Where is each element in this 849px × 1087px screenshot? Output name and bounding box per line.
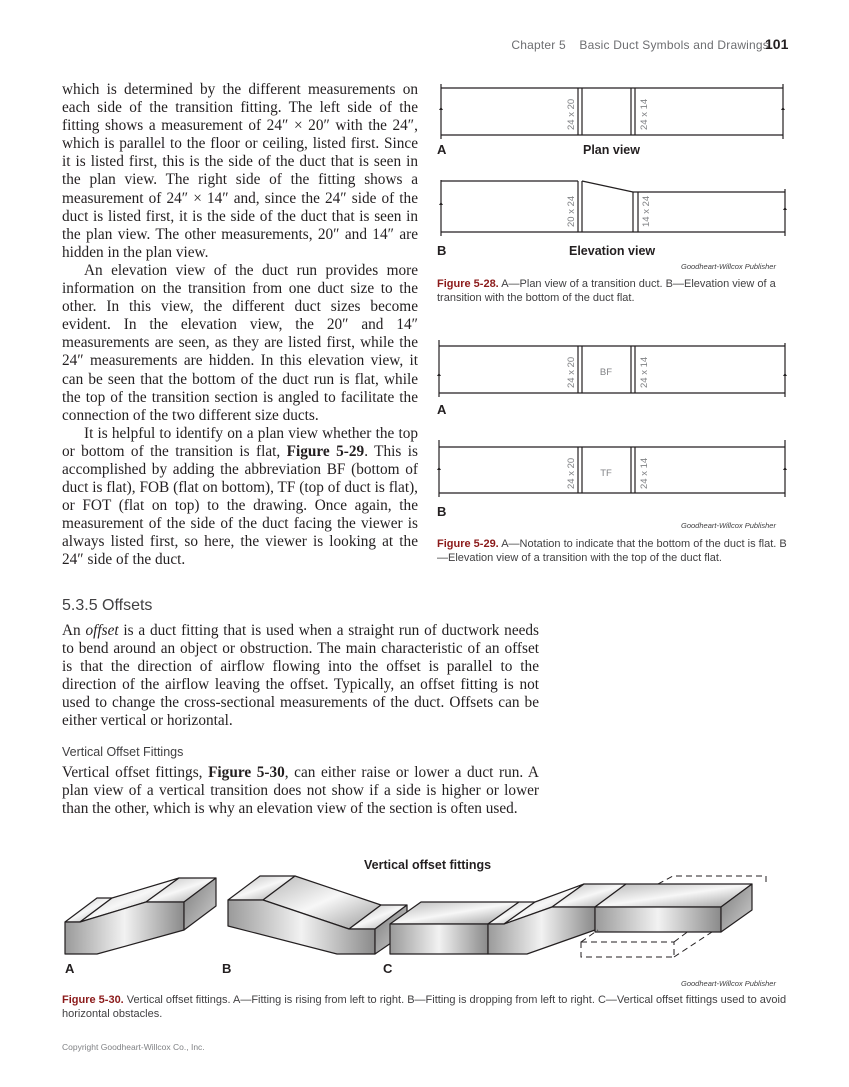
copyright-notice: Copyright Goodheart-Willcox Co., Inc.	[62, 1042, 205, 1052]
term-offset: offset	[85, 622, 119, 639]
plan-view-title: Plan view	[583, 143, 640, 157]
figure-5-29	[436, 340, 788, 500]
paragraph: An elevation view of the duct run provides more information on the transition from one duct size to the other. In this view, the different duct sizes become evident. In the elevation view, the 20″ and 14″ measurements are seen, as they are listed first, while the 24″ measurements are hidden. In this elevation view, it can be seen that the bottom of the duct run is flat, while the top of the transition section is angled to facilitate the connection of the two different size ducts.	[62, 261, 418, 424]
running-header	[511, 38, 769, 52]
vertical-offset-fittings-illustration	[60, 870, 790, 960]
figure-caption: Figure 5-28. A—Plan view of a transition duct. B—Elevation view of a transition with the bottom of the duct flat.	[437, 278, 776, 304]
chapter-number: Chapter 5	[511, 38, 566, 52]
section-paragraph: An offset is a duct fitting that is used when a straight run of ductwork needs to bend around an object or obstruction. The main characteristic of an offset is that the direction of airflow flowing into the offset is parallel to the direction of the airflow leaving the offset. Typically, an offset fitting is not used to change the cross-sectional measurements of the duct. Offsets can be either vertical or horizontal.	[62, 622, 539, 730]
figure-label-a: A	[437, 142, 447, 157]
svg-text:BF: BF	[599, 367, 613, 378]
paragraph: It is helpful to identify on a plan view whether the top or bottom of the transition is flat, Figure 5-29. This is accomplished by adding the abbreviation BF (bottom of duct is flat), FOB (flat on bottom), TF (top of duct is flat), or FOT (flat on top) to the drawing. Once again, the measurement of the side of the duct facing the viewer is always listed first, so here, the viewer is looking at the 24″ side of the duct.	[62, 424, 418, 569]
elevation-view-title: Elevation view	[569, 244, 656, 258]
figure-credit: Goodheart-Willcox Publisher	[681, 262, 776, 271]
figure-label-b: B	[222, 961, 232, 976]
figure-label-c: C	[383, 961, 393, 976]
section-paragraph: Vertical offset fittings, Figure 5-30, can either raise or lower a duct run. A plan view of a vertical transition does not show if a side is higher or lower than the other, which is why an elevation view of the section is often used.	[62, 764, 539, 818]
figure-credit: Goodheart-Willcox Publisher	[681, 979, 776, 988]
svg-text:24 x 20: 24 x 20	[566, 356, 577, 388]
section-heading: 5.3.5 Offsets	[62, 597, 153, 614]
figure-label-b: B	[437, 243, 447, 258]
figure-caption: Figure 5-30. Vertical offset fittings. A—Fitting is rising from left to right. B—Fitting is dropping from left to right. C—Vertical offset fittings used to avoid horizontal obstacles.	[62, 994, 787, 1020]
svg-text:24 x 14: 24 x 14	[639, 98, 650, 130]
figure-reference[interactable]: Figure 5-30	[208, 764, 285, 781]
svg-text:24 x 14: 24 x 14	[639, 356, 650, 388]
figure-label-a: A	[437, 402, 447, 417]
figure-credit: Goodheart-Willcox Publisher	[681, 521, 776, 530]
figure-label-a: A	[65, 961, 75, 976]
chapter-title: Basic Duct Symbols and Drawings	[579, 38, 769, 52]
figure-caption: Figure 5-29. A—Notation to indicate that the bottom of the duct is flat. B—Elevation view of a transition with the top of the duct flat.	[437, 538, 787, 564]
svg-text:TF: TF	[600, 468, 612, 479]
figure-reference[interactable]: Figure 5-29	[286, 442, 365, 460]
svg-text:24 x 14: 24 x 14	[639, 457, 650, 489]
svg-text:24 x 20: 24 x 20	[566, 457, 577, 489]
figure-title: Vertical offset fittings	[364, 858, 492, 872]
svg-text:14 x 24: 14 x 24	[641, 195, 652, 227]
page-number: 101	[765, 36, 789, 52]
svg-text:24 x 20: 24 x 20	[566, 98, 577, 130]
left-column-text	[62, 81, 418, 570]
duct-diagram-flat-notation	[436, 340, 788, 500]
figure-5-30	[60, 870, 790, 960]
svg-text:20 x 24: 20 x 24	[566, 195, 577, 227]
paragraph: which is determined by the different measurements on each side of the transition fitting. The left side of the fitting shows a measurement of 24″ × 20″ with the 24″, which is parallel to the floor or ceiling, listed first. Since it is listed first, this is the side of the duct that is seen in the plan view. The right side of the fitting shows a measurement of 24″ × 14″ and, since the 24″ side of the duct is listed first, it is the side of the duct that is seen in the plan view. The other measurements, 20″ and 14″ are hidden in the plan view.	[62, 81, 418, 261]
figure-label-b: B	[437, 504, 447, 519]
subsection-heading: Vertical Offset Fittings	[62, 745, 184, 759]
